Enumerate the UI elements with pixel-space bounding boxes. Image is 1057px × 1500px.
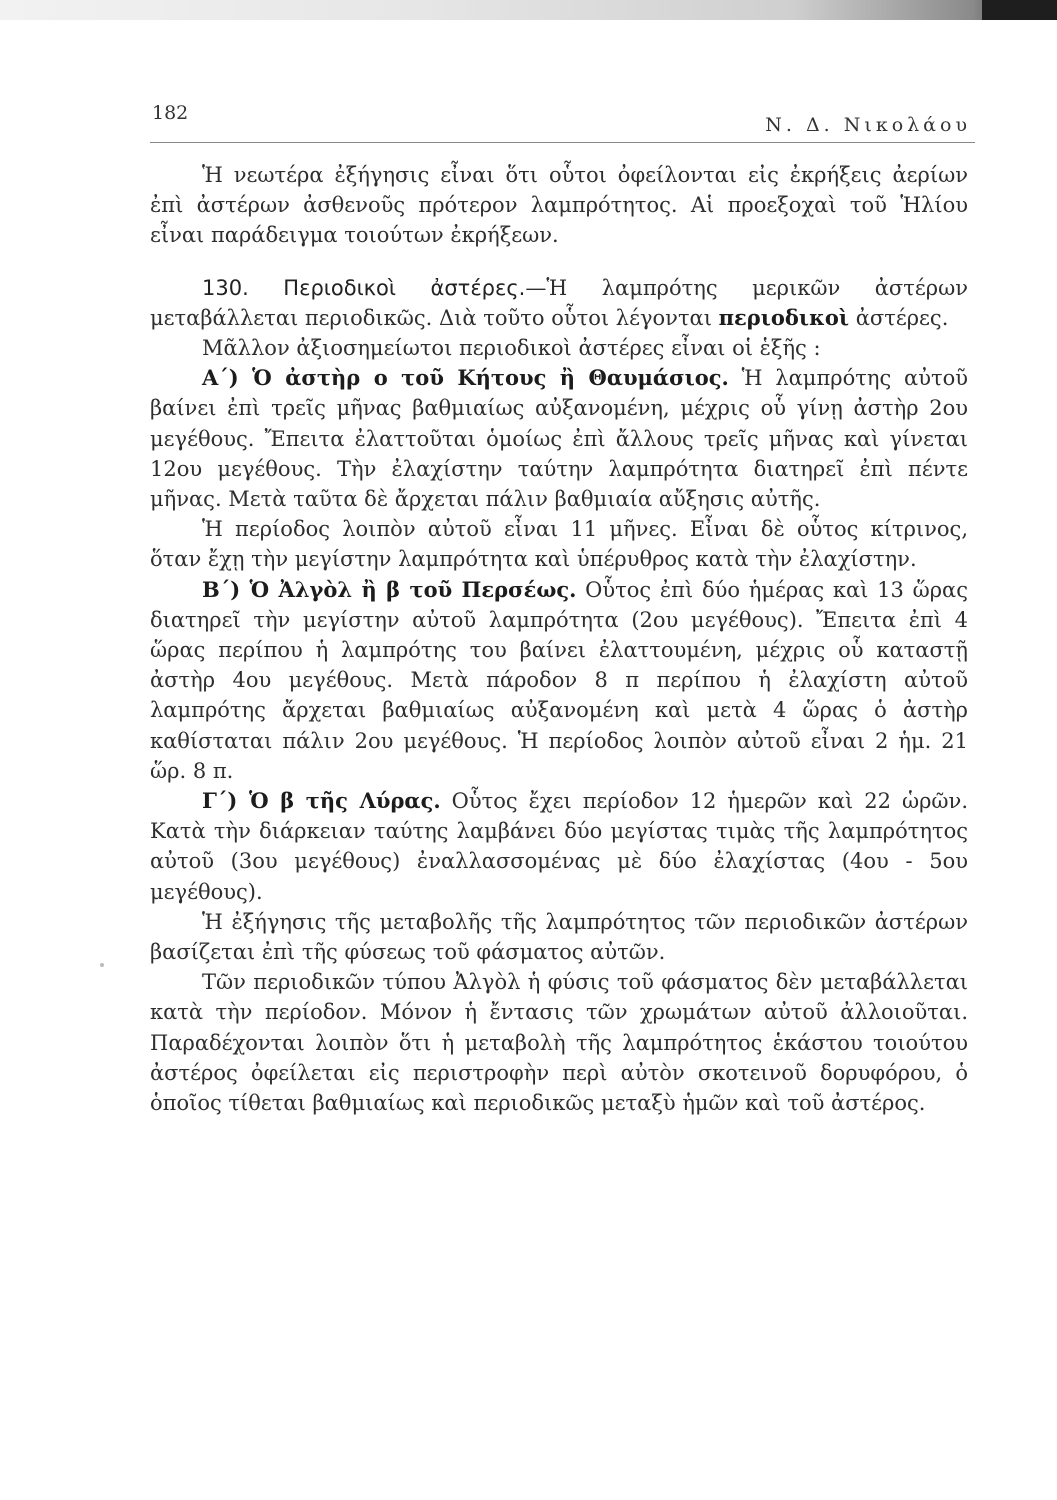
section-body-end: ἀστέρες. (849, 305, 949, 330)
star-a-paragraph (150, 363, 968, 514)
star-a-text: Ἡ λαμπρότης αὐτοῦ βαίνει ἐπὶ τρεῖς μῆνας βαθμιαίως αὐξανομένη, μέχρις οὗ γίνῃ ἀστὴρ 2ου μεγέθους. Ἔπειτα ἐλαττοῦται ὁμοίως ἐπὶ ἄλλους τρεῖς μῆνας καὶ γίνεται 12ου μεγέθους. Τὴν ἐλαχίστην ταύτην λαμπρότητα διατηρεῖ ἐπὶ πέντε μῆνας. Μετὰ ταῦτα δὲ ἄρχεται πάλιν βαθμιαία αὔξησις αὐτῆς. (150, 366, 968, 512)
running-head-author: Ν. Δ. Νικολάου (765, 114, 971, 136)
page-number: 182 (152, 102, 189, 124)
section-130-paragraph (150, 273, 968, 333)
explanation-paragraph-1: Ἡ ἐξήγησις τῆς μεταβολῆς τῆς λαμπρότητος τῶν περιοδικῶν ἀστέρων βασίζεται ἐπὶ τῆς φύσεως τοῦ φάσματος αὐτῶν. (150, 909, 968, 965)
scan-speck (100, 963, 104, 967)
intro-paragraph: Ἡ νεωτέρα ἐξήγησις εἶναι ὅτι οὗτοι ὀφείλονται εἰς ἐκρήξεις ἀερίων ἐπὶ ἀστέρων ἀσθενοῦς πρότερον λαμπρότητος. Αἱ προεξοχαὶ τοῦ Ἡλίου εἶναι παράδειγμα τοιούτων ἐκρήξεων. (150, 163, 968, 248)
scan-dark-corner (982, 0, 1057, 20)
list-intro-paragraph: Μᾶλλον ἀξιοσημείωτοι περιοδικοὶ ἀστέρες εἶναι οἱ ἑξῆς : (202, 336, 821, 361)
star-b-paragraph (150, 575, 968, 786)
star-a-heading: Α΄) Ὁ ἀστὴρ ο τοῦ Κήτους ἢ Θαυμάσιος. (202, 365, 729, 391)
star-a-period-paragraph: Ἡ περίοδος λοιπὸν αὐτοῦ εἶναι 11 μῆνες. Εἶναι δὲ οὗτος κίτρινος, ὅταν ἔχῃ τὴν μεγίστην λαμπρότητα καὶ ὑπέρυθρος κατὰ τὴν ἐλαχίστην. (150, 517, 968, 572)
star-b-text: Οὗτος ἐπὶ δύο ἡμέρας καὶ 13 ὥρας διατηρεῖ τὴν μεγίστην αὐτοῦ λαμπρότητα (2ου μεγέθους). Ἔπειτα ἐπὶ 4 ὥρας περίπου ἡ λαμπρότης του βαίνει ἐλαττουμένη, μέχρις οὗ καταστῇ ἀστὴρ 4ου μεγέθους. Μετὰ πάροδον 8 π περίπου ἡ ἐλαχίστη αὐτοῦ λαμπρότης ἄρχεται βαθμιαίως αὐξανομένη καὶ μετὰ 4 ὥρας ὁ ἀστὴρ καθίσταται πάλιν 2ου μεγέθους. Ἡ περίοδος λοιπὸν αὐτοῦ εἶναι 2 ἡμ. 21 ὥρ. 8 π. (150, 577, 968, 783)
scan-top-edge (0, 0, 1057, 20)
star-c-text: Οὗτος ἔχει περίοδον 12 ἡμερῶν καὶ 22 ὡρῶν. Κατὰ τὴν διάρκειαν ταύτης λαμβάνει δύο μεγίστας τιμὰς τῆς λαμπρότητος αὐτοῦ (3ου μεγέθους) ἐναλλασσομένας μὲ δύο ἐλαχίστας (4ου - 5ου μεγέθους). (150, 789, 969, 904)
section-term: περιοδικοὶ (718, 304, 850, 330)
header-rule (150, 142, 975, 143)
page-header (150, 98, 975, 142)
explanation-paragraph-2: Τῶν περιοδικῶν τύπου Ἀλγὸλ ἡ φύσις τοῦ φάσματος δὲν μεταβάλλεται κατὰ τὴν περίοδον. Μόνον ἡ ἔντασις τῶν χρωμάτων αὐτοῦ ἀλλοιοῦται. Παραδέχονται λοιπὸν ὅτι ἡ μεταβολὴ τῆς λαμπρότητος ἑκάστου τοιούτου ἀστέρος ὀφείλεται εἰς περιστροφὴν περὶ αὐτὸν σκοτεινοῦ δορυφόρου, ὁ ὁποῖος τίθεται βαθμιαίως καὶ περιοδικῶς μεταξὺ ἡμῶν καὶ τοῦ ἀστέρος. (150, 970, 968, 1116)
section-title: Περιοδικοὶ ἀστέρες. (283, 275, 526, 300)
star-c-paragraph (150, 786, 968, 907)
star-c-heading: Γ΄) Ὁ β τῆς Λύρας. (202, 788, 441, 814)
section-number: 130. (202, 275, 249, 300)
page-body (150, 160, 968, 1118)
section-body-start: —Ἡ λαμπρότης μερικῶν ἀστέρων μεταβάλλεται περιοδικῶς. Διὰ τοῦτο οὗτοι λέγονται (150, 275, 969, 330)
star-b-heading: Β΄) Ὁ Ἀλγὸλ ἢ β τοῦ Περσέως. (202, 576, 577, 602)
